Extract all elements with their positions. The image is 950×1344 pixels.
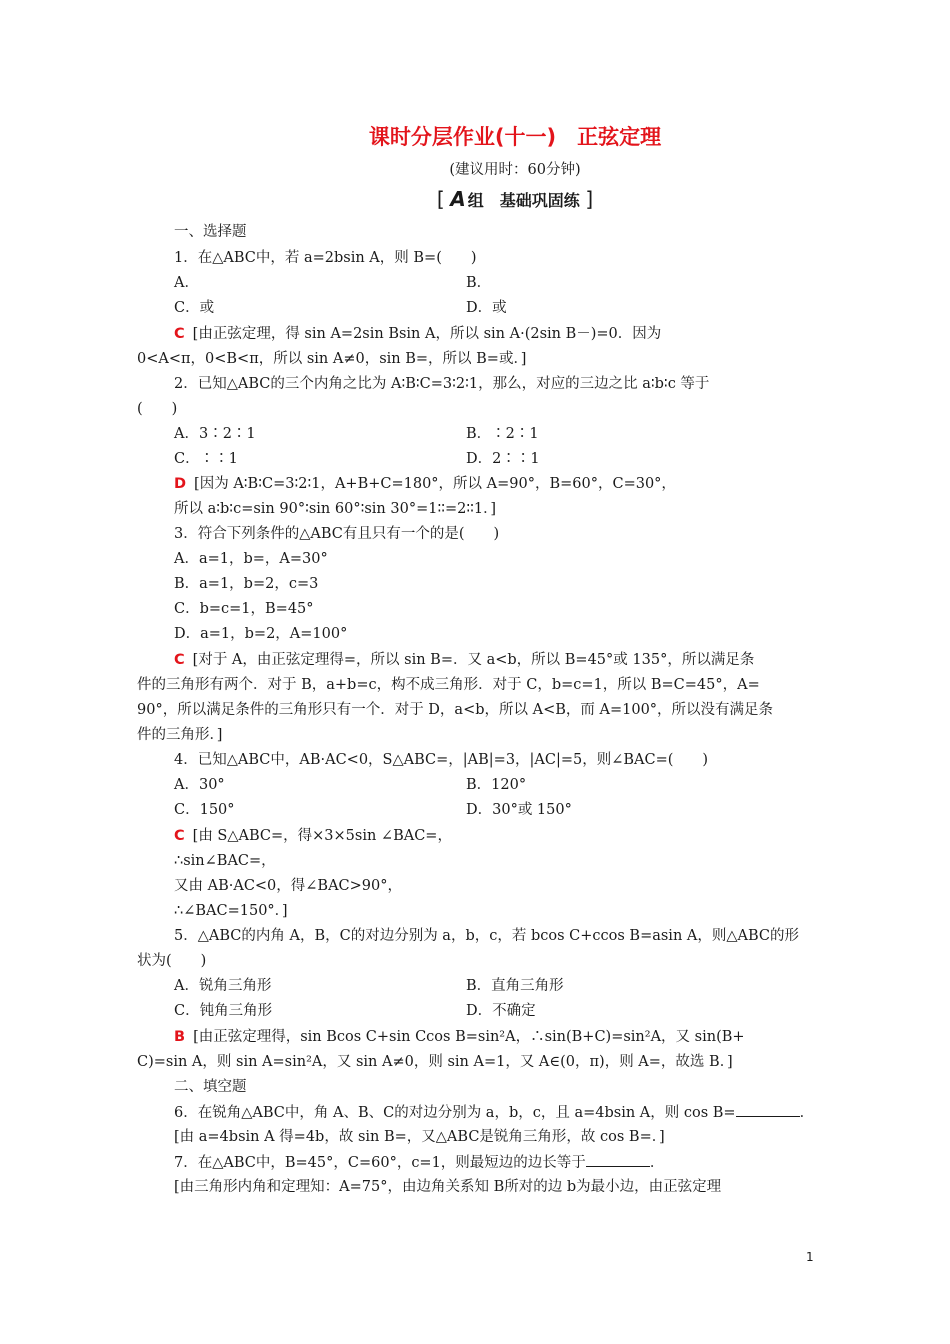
text-line	[174, 549, 328, 569]
line-text: D．2∶∶1	[466, 451, 540, 467]
text-line	[137, 399, 177, 419]
line-text: B．120°	[466, 777, 527, 793]
line-text: D．不确定	[466, 1003, 536, 1019]
text-line	[466, 1001, 536, 1021]
line-text: 5．△ABC的内角 A，B，C的对边分别为 a，b，c，若 bcos C+ccos B=asin A，则△ABC的形	[174, 928, 799, 944]
answer-line	[174, 826, 452, 846]
text-line	[137, 725, 222, 745]
section-group-heading	[0, 187, 950, 211]
line-text: 又由 AB·AC<0，得∠BAC>90°，	[174, 878, 403, 894]
line-text: 状为( )	[137, 953, 207, 969]
line-text: 所以 a∶b∶c=sin 90°∶sin 60°∶sin 30°=1∶∶=2∶∶1．]	[174, 501, 497, 517]
text-line	[174, 574, 318, 594]
text-line	[174, 273, 199, 293]
line-text: [由 S△ABC=，得×3×5sin ∠BAC=，	[192, 828, 452, 844]
text-line	[174, 1077, 247, 1097]
text-line	[466, 976, 564, 996]
text-line	[466, 298, 507, 318]
text-line	[174, 1127, 665, 1147]
text-line	[174, 424, 256, 444]
answer-blank	[586, 1152, 650, 1167]
answer-key: C	[174, 828, 185, 844]
text-line	[174, 524, 499, 544]
line-text: A．30°	[174, 777, 225, 793]
answer-key: C	[174, 652, 185, 668]
line-text: [由正弦定理得，sin Bcos C+sin Ccos B=sin²A，∴sin(B+C)=sin²A，又 sin(B+	[193, 1029, 745, 1045]
answer-line	[174, 324, 661, 344]
text-line	[466, 449, 540, 469]
line-end: ．	[799, 1105, 815, 1121]
line-text: 件的三角形．]	[137, 727, 223, 743]
text-line	[174, 298, 214, 318]
text-line	[466, 800, 572, 820]
line-text: ( )	[137, 401, 178, 417]
line-text: [对于 A，由正弦定理得=，所以 sin B=．又 a<b，所以 B=45°或 135°，所以满足条	[192, 652, 755, 668]
line-text: 件的三角形有两个．对于 B，a+b=c，构不成三角形．对于 C，b=c=1，所以 B=C=45°，A=	[137, 677, 760, 693]
page-title: 课时分层作业(十一) 正弦定理	[368, 125, 662, 149]
line-text: C．或	[174, 300, 215, 316]
line-text: ∴∠BAC=150°．]	[174, 903, 288, 919]
group-bracket-close: ]	[585, 187, 594, 211]
answer-line	[174, 1027, 745, 1047]
line-text: [由 a=4bsin A 得=4b，故 sin B=，又△ABC是锐角三角形，故 cos B=．]	[174, 1129, 665, 1145]
line-text: C．b=c=1，B=45°	[174, 601, 314, 617]
text-line	[174, 1102, 814, 1123]
text-line	[174, 1001, 272, 1021]
answer-key: D	[174, 476, 187, 492]
suggested-time: (建议用时：60分钟)	[449, 162, 581, 178]
text-line	[174, 851, 276, 871]
line-text: 3．符合下列条件的△ABC有且只有一个的是( )	[174, 526, 500, 542]
group-label: 组 基础巩固练	[467, 191, 580, 210]
line-text: A．	[174, 275, 199, 291]
line-text: 4．已知△ABC中，AB·AC<0，S△ABC=，|AB|=3，|AC|=5，则∠BAC=( )	[174, 752, 709, 768]
line-text: 7．在△ABC中，B=45°，C=60°，c=1，则最短边的边长等于	[174, 1155, 586, 1171]
text-line	[174, 876, 402, 896]
text-line	[174, 775, 225, 795]
line-text: 6．在锐角△ABC中，角 A、B、C的对边分别为 a，b，c，且 a=4bsin A，则 cos B=	[174, 1105, 736, 1121]
line-text: A．3∶2∶1	[174, 426, 256, 442]
text-line	[137, 700, 773, 720]
group-bracket-open: [	[436, 187, 445, 211]
line-text: [因为 A∶B∶C=3∶2∶1，A+B+C=180°，所以 A=90°，B=60°，C=30°，	[194, 476, 676, 492]
line-text: C)=sin A，则 sin A=sin²A，又 sin A≠0，则 sin A=1，又 A∈(0，π)，则 A=，故选 B．]	[137, 1054, 733, 1070]
line-text: D．或	[466, 300, 507, 316]
line-text: C．钝角三角形	[174, 1003, 273, 1019]
text-line	[174, 449, 238, 469]
line-text: 1．在△ABC中，若 a=2bsin A，则 B=( )	[174, 250, 477, 266]
answer-blank	[736, 1102, 800, 1117]
text-line	[174, 599, 314, 619]
line-end: ．	[649, 1155, 665, 1171]
line-text: ∴sin∠BAC=，	[174, 853, 276, 869]
line-text: D．a=1，b=2，A=100°	[174, 626, 348, 642]
text-line	[174, 624, 347, 644]
text-line	[466, 775, 526, 795]
text-line	[137, 951, 206, 971]
line-text: 一、选择题	[174, 224, 247, 240]
page-number: 1	[806, 1250, 814, 1264]
line-text: B．	[466, 275, 492, 291]
text-line	[137, 1052, 733, 1072]
answer-key: B	[174, 1029, 186, 1045]
text-line	[174, 248, 477, 268]
text-line	[174, 750, 708, 770]
text-line	[137, 675, 760, 695]
text-line	[137, 349, 526, 369]
text-line	[174, 901, 288, 921]
line-text: [由三角形内角和定理知：A=75°，由边角关系知 B所对的边 b为最小边，由正弦定理	[174, 1179, 722, 1195]
line-text: 二、填空题	[174, 1079, 247, 1095]
line-text: 0<A<π，0<B<π，所以 sin A≠0，sin B=，所以 B=或．]	[137, 351, 527, 367]
answer-key: C	[174, 326, 185, 342]
text-line	[174, 374, 709, 394]
answer-line	[174, 650, 754, 670]
line-text: A．a=1，b=，A=30°	[174, 551, 328, 567]
text-line	[174, 1177, 721, 1197]
line-text: B．a=1，b=2，c=3	[174, 576, 319, 592]
text-line	[174, 800, 235, 820]
text-line	[174, 499, 496, 519]
line-text: B．直角三角形	[466, 978, 564, 994]
line-text: A．锐角三角形	[174, 978, 272, 994]
text-line	[466, 424, 539, 444]
text-line	[174, 926, 799, 946]
text-line	[174, 222, 247, 242]
text-line	[174, 1152, 664, 1173]
group-letter: A	[450, 187, 466, 211]
line-text: B．∶2∶1	[466, 426, 539, 442]
text-line	[174, 976, 271, 996]
line-text: 2．已知△ABC的三个内角之比为 A∶B∶C=3∶2∶1，那么，对应的三边之比 a∶b∶c 等于	[174, 376, 710, 392]
line-text: D．30°或 150°	[466, 802, 572, 818]
line-text: C．∶∶1	[174, 451, 238, 467]
line-text: C．150°	[174, 802, 235, 818]
line-text: [由正弦定理，得 sin A=2sin Bsin A，所以 sin A·(2sin B－)=0．因为	[192, 326, 662, 342]
answer-line	[174, 474, 676, 494]
line-text: 90°，所以满足条件的三角形只有一个．对于 D，a<b，所以 A<B，而 A=100°，所以没有满足条	[137, 702, 774, 718]
text-line	[466, 273, 491, 293]
